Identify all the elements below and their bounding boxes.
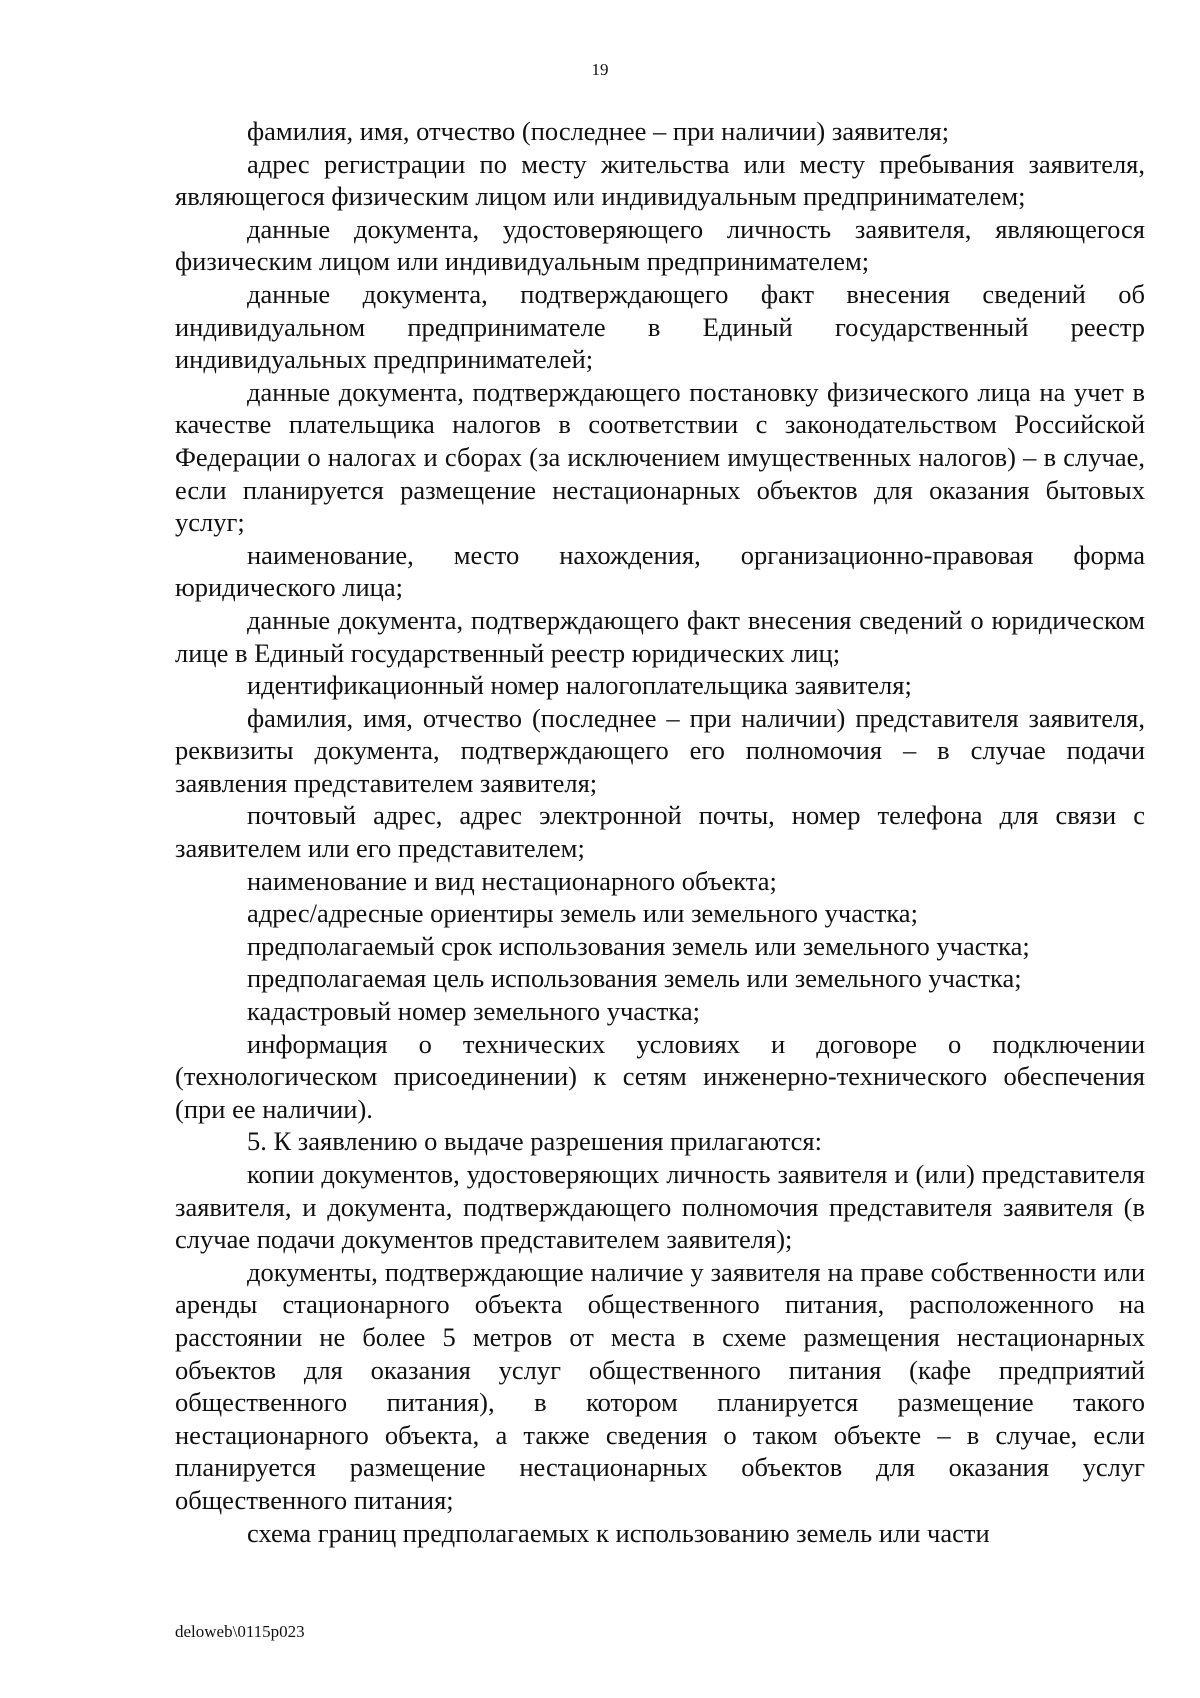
paragraph-identity-document: данные документа, удостоверяющего личность заявителя, являющегося физическим лицом или индивидуальным предпринимателем; [175,213,1145,277]
paragraph-boundary-scheme: схема границ предполагаемых к использованию земель или части [247,1517,990,1548]
footer-document-code: deloweb\0115p023 [175,1622,305,1641]
paragraph-land-address: адрес/адресные ориентиры земель или земельного участка; [247,898,918,929]
paragraph-section-5-heading: 5. К заявлению о выдаче разрешения прилагаются: [247,1126,822,1157]
paragraph-legal-entity-name: наименование, место нахождения, организационно-правовая форма юридического лица; [175,539,1145,603]
paragraph-cadastral-number: кадастровый номер земельного участка; [247,996,700,1027]
paragraph-land-purpose: предполагаемая цель использования земель или земельного участка; [247,963,1022,994]
paragraph-ownership-documents: документы, подтверждающие наличие у заявителя на праве собственности или аренды стационарного объекта общественного питания, расположенного на расстоянии не более 5 метров от места в схеме размещения нестационарных объектов для оказания услуг общественного питания (кафе предприятий общественного питания), в котором планируется размещение такого нестационарного объекта, а также сведения о таком объекте – в случае, если планируется размещение нестационарных объектов для оказания услуг общественного питания; [175,1256,1145,1515]
paragraph-representative: фамилия, имя, отчество (последнее – при наличии) представителя заявителя, реквизиты документа, подтверждающего его полномочия – в случае подачи заявления представителем заявителя; [175,702,1145,798]
paragraph-contacts: почтовый адрес, адрес электронной почты, номер телефона для связи с заявителем или его представителем; [175,800,1145,864]
paragraph-legal-entity-registry: данные документа, подтверждающего факт внесения сведений о юридическом лице в Единый государственный реестр юридических лиц; [175,604,1145,668]
paragraph-tax-registration: данные документа, подтверждающего постановку физического лица на учет в качестве плательщика налогов в соответствии с законодательством Российской Федерации о налогах и сборах (за исключением имущественных налогов) – в случае, если планируется размещение нестационарных объектов для оказания бытовых услуг; [175,376,1145,538]
paragraph-land-term: предполагаемый срок использования земель или земельного участка; [247,930,1030,961]
paragraph-entrepreneur-registry: данные документа, подтверждающего факт внесения сведений об индивидуальном предпринимателе в Единый государственный реестр индивидуальных предпринимателей; [175,278,1145,375]
document-body [175,115,1145,1549]
page-number: 19 [591,60,609,79]
paragraph-technical-conditions: информация о технических условиях и договоре о подключении (технологическом присоединении) к сетям инженерно-технического обеспечения (при ее наличии). [175,1028,1145,1124]
paragraph-applicant-name: фамилия, имя, отчество (последнее – при наличии) заявителя; [247,116,950,146]
paragraph-object-type: наименование и вид нестационарного объекта; [247,865,777,896]
paragraph-identity-copies: копии документов, удостоверяющих личность заявителя и (или) представителя заявителя, и документа, подтверждающего полномочия представителя заявителя (в случае подачи документов представителем заявителя); [175,1159,1145,1255]
paragraph-tax-id: идентификационный номер налогоплательщика заявителя; [247,670,912,701]
paragraph-registration-address: адрес регистрации по месту жительства или месту пребывания заявителя, являющегося физическим лицом или индивидуальным предпринимателем; [175,148,1145,212]
